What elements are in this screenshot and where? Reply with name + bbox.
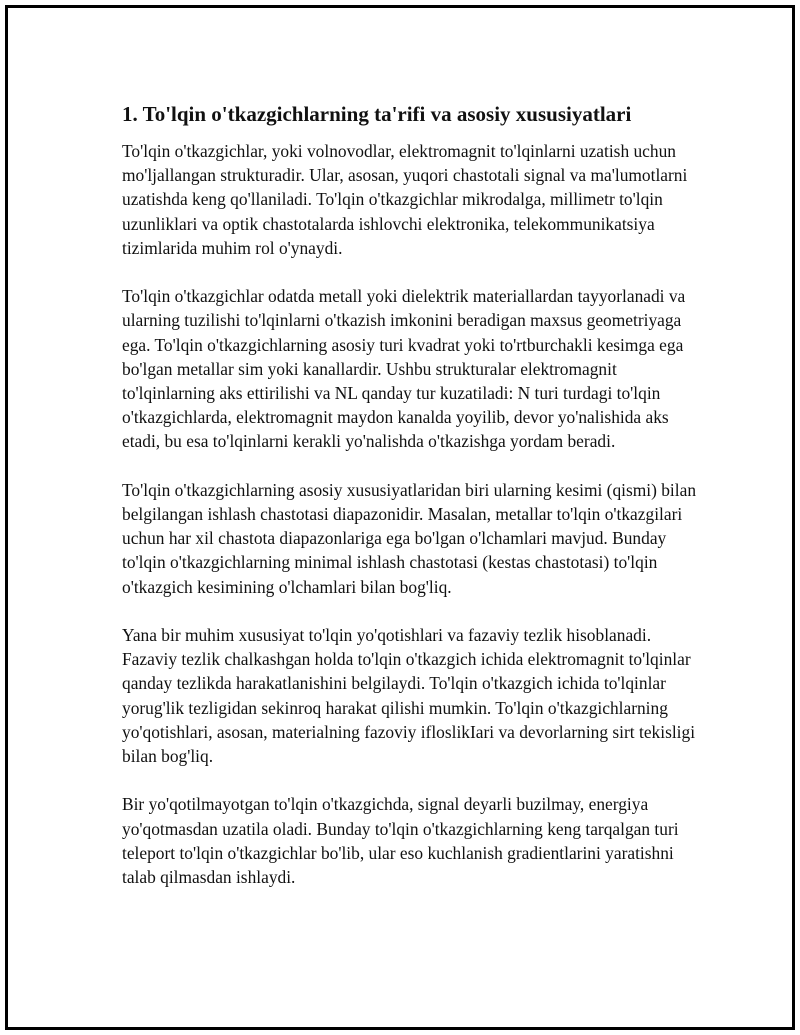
page-frame (5, 5, 795, 1030)
paragraph-5: Bir yo'qotilmayotgan to'lqin o'tkazgichda, signal deyarli buzilmay, energiya yo'qotmasdan uzatila oladi. Bunday to'lqin o'tkazgichlarning keng tarqalgan turi teleport to'lqin o'tkazgichlar bo'lib, ular eso kuchlanish gradientlarini yaratishni talab qilmasdan ishlaydi. (122, 794, 679, 888)
section-heading: 1. To'lqin o'tkazgichlarning ta'rifi va asosiy xususiyatlari (122, 102, 632, 126)
paragraph-3: To'lqin o'tkazgichlarning asosiy xususiyatlaridan biri ularning kesimi (qismi) bilan belgilangan ishlash chastotasi diapazonidir. Masalan, metallar to'lqin o'tkazgilari uchun har xil chastota diapazonlariga ega bo'lgan o'lchamlari mavjud. Bunday to'lqin o'tkazgichlarning minimal ishlash chastotasi (kestas chastotasi) to'lqin o'tkazgich kesimining o'lchamlari bilan bog'liq. (122, 479, 697, 597)
paragraph-4: Yana bir muhim xususiyat to'lqin yo'qotishlari va fazaviy tezlik hisoblanadi. Fazaviy tezlik chalkashgan holda to'lqin o'tkazgich ichida elektromagnit to'lqinlar qanday tezlikda harakatlanishini belgilaydi. To'lqin o'tkazgich ichida to'lqinlar yorug'lik tezligidan sekinroq harakat qilishi mumkin. To'lqin o'tkazgichlarning yo'qotishlari, asosan, materialning fazoviy ifloslikIari va devorlarning sirt tekisligi bilan bog'liq. (122, 625, 696, 767)
paragraph-1: To'lqin o'tkazgichlar, yoki volnovodlar, elektromagnit to'lqinlarni uzatish uchun mo'ljallangan strukturadir. Ular, asosan, yuqori chastotali signal va ma'lumotlarni uzatishda keng qo'llaniladi. To'lqin o'tkazgichlar mikrodalga, millimetr to'lqin uzunliklari va optik chastotalarda ishlovchi elektronika, telekommunikatsiya tizimlarida muhim rol o'ynaydi. (122, 141, 688, 258)
document-body (122, 100, 702, 913)
paragraph-2: To'lqin o'tkazgichlar odatda metall yoki dielektrik materiallardan tayyorlanadi va ularning tuzilishi to'lqinlarni o'tkazish imkonini beradigan maxsus geometriyaga ega. To'lqin o'tkazgichlarning asosiy turi kvadrat yoki to'rtburchakli kesimga ega bo'lgan metallar sim yoki kanallardir. Ushbu strukturalar elektromagnit to'lqinlarning aks ettirilishi va NL qanday tur kuzatiladi: N turi turdagi to'lqin o'tkazgichlarda, elektromagnit maydon kanalda yoyilib, devor yo'nalishida aks etadi, bu esa to'lqinlarni kerakli yo'nalishda o'tkazishga yordam beradi. (122, 286, 686, 452)
